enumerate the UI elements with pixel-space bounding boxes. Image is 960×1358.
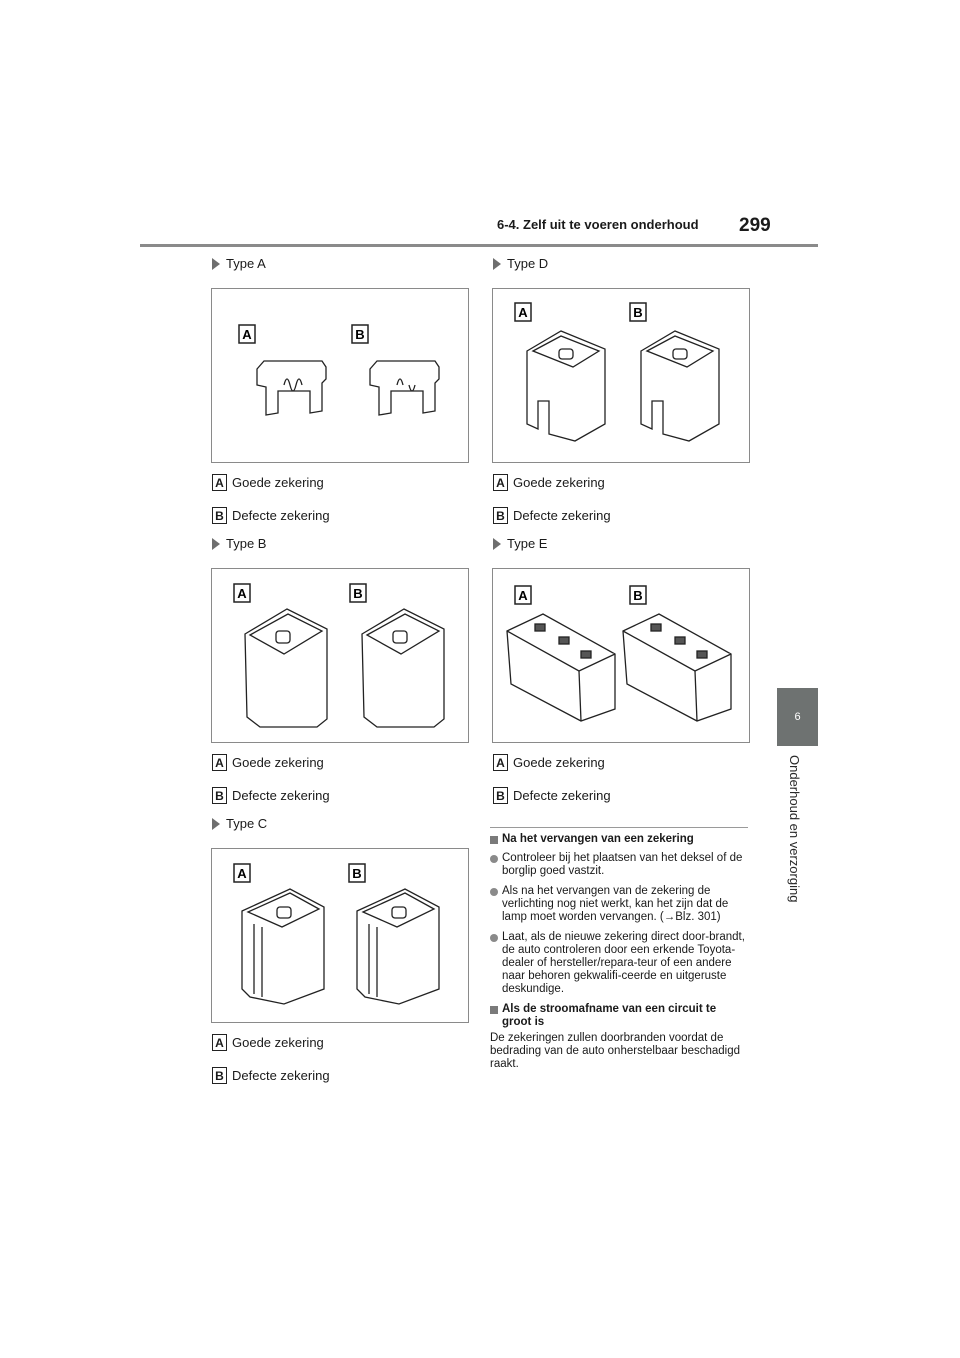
type-d-title: Type D: [507, 256, 549, 271]
arrow-icon: [212, 818, 220, 830]
label-a: A: [212, 1034, 227, 1051]
type-a-heading: [212, 256, 266, 271]
arrow-icon: [493, 538, 501, 550]
svg-text:B: B: [355, 327, 365, 342]
svg-text:B: B: [633, 305, 643, 320]
svg-text:B: B: [633, 588, 643, 603]
type-c-illustration: [211, 848, 469, 1023]
notes-divider: [490, 827, 748, 828]
svg-text:A: A: [237, 866, 247, 881]
svg-text:A: A: [242, 327, 252, 342]
type-d-illustration: [492, 288, 750, 463]
type-b-heading: [212, 536, 266, 551]
type-b-legend-bad: [212, 787, 330, 804]
chapter-title: Onderhoud en verzorging: [787, 755, 802, 903]
header-divider: [140, 244, 818, 247]
type-b-legend-good: [212, 754, 324, 771]
bullet-icon: [490, 855, 498, 863]
page-number: 299: [739, 215, 771, 236]
type-d-legend-bad: [493, 507, 611, 524]
svg-text:B: B: [352, 866, 362, 881]
type-b-title: Type B: [226, 536, 267, 551]
arrow-icon: [212, 538, 220, 550]
type-e-title: Type E: [507, 536, 548, 551]
chapter-tab: 6: [777, 688, 818, 746]
svg-text:A: A: [237, 586, 247, 601]
notes-heading-2: Als de stroomafname van een circuit te groot is: [490, 1003, 748, 1029]
notes-heading-1: Na het vervangen van een zekering: [490, 833, 748, 846]
type-c-legend-bad: [212, 1067, 330, 1084]
type-e-illustration: [492, 568, 750, 743]
bad-fuse-text: Defecte zekering: [513, 508, 611, 523]
label-b: B: [212, 1067, 227, 1084]
type-c-legend-good: [212, 1034, 324, 1051]
good-fuse-text: Goede zekering: [232, 1035, 324, 1050]
good-fuse-text: Goede zekering: [513, 755, 605, 770]
type-c-title: Type C: [226, 816, 268, 831]
label-a: A: [212, 474, 227, 491]
svg-text:A: A: [518, 588, 528, 603]
type-a-illustration: [211, 288, 469, 463]
type-b-illustration: [211, 568, 469, 743]
bad-fuse-text: Defecte zekering: [232, 788, 330, 803]
bad-fuse-text: Defecte zekering: [232, 508, 330, 523]
type-a-legend-good: [212, 474, 324, 491]
note-bullet: Laat, als de nieuwe zekering direct door-brandt, de auto controleren door een erkende Toyota-dealer of hersteller/repara-teur of een andere naar behoren gekwalifi-ceerde en uitgeruste deskundige.: [490, 931, 748, 996]
label-b: B: [212, 507, 227, 524]
type-e-legend-bad: [493, 787, 611, 804]
label-b: B: [493, 507, 508, 524]
bad-fuse-text: Defecte zekering: [232, 1068, 330, 1083]
svg-text:B: B: [353, 586, 363, 601]
svg-text:A: A: [518, 305, 528, 320]
good-fuse-text: Goede zekering: [232, 755, 324, 770]
arrow-icon: [212, 258, 220, 270]
label-b: B: [493, 787, 508, 804]
square-bullet-icon: [490, 1006, 498, 1014]
section-title: 6-4. Zelf uit te voeren onderhoud: [497, 217, 699, 232]
bullet-icon: [490, 888, 498, 896]
bad-fuse-text: Defecte zekering: [513, 788, 611, 803]
type-e-legend-good: [493, 754, 605, 771]
type-d-heading: [493, 256, 548, 271]
type-a-title: Type A: [226, 256, 266, 271]
type-a-legend-bad: [212, 507, 330, 524]
label-a: A: [212, 754, 227, 771]
notes-section: [490, 827, 748, 1071]
bullet-icon: [490, 934, 498, 942]
note-bullet: Controleer bij het plaatsen van het deksel of de borglip goed vastzit.: [490, 852, 748, 878]
note-bullet: Als na het vervangen van de zekering de verlichting nog niet werkt, kan het zijn dat de lamp moet worden vervangen. (→Blz. 301): [490, 885, 748, 924]
label-b: B: [212, 787, 227, 804]
arrow-icon: [493, 258, 501, 270]
good-fuse-text: Goede zekering: [513, 475, 605, 490]
type-c-heading: [212, 816, 267, 831]
type-e-heading: [493, 536, 547, 551]
square-bullet-icon: [490, 836, 498, 844]
notes-paragraph: De zekeringen zullen doorbranden voordat de bedrading van de auto onherstelbaar beschadigd raakt.: [490, 1032, 740, 1070]
label-a: A: [493, 474, 508, 491]
type-d-legend-good: [493, 474, 605, 491]
good-fuse-text: Goede zekering: [232, 475, 324, 490]
label-a: A: [493, 754, 508, 771]
